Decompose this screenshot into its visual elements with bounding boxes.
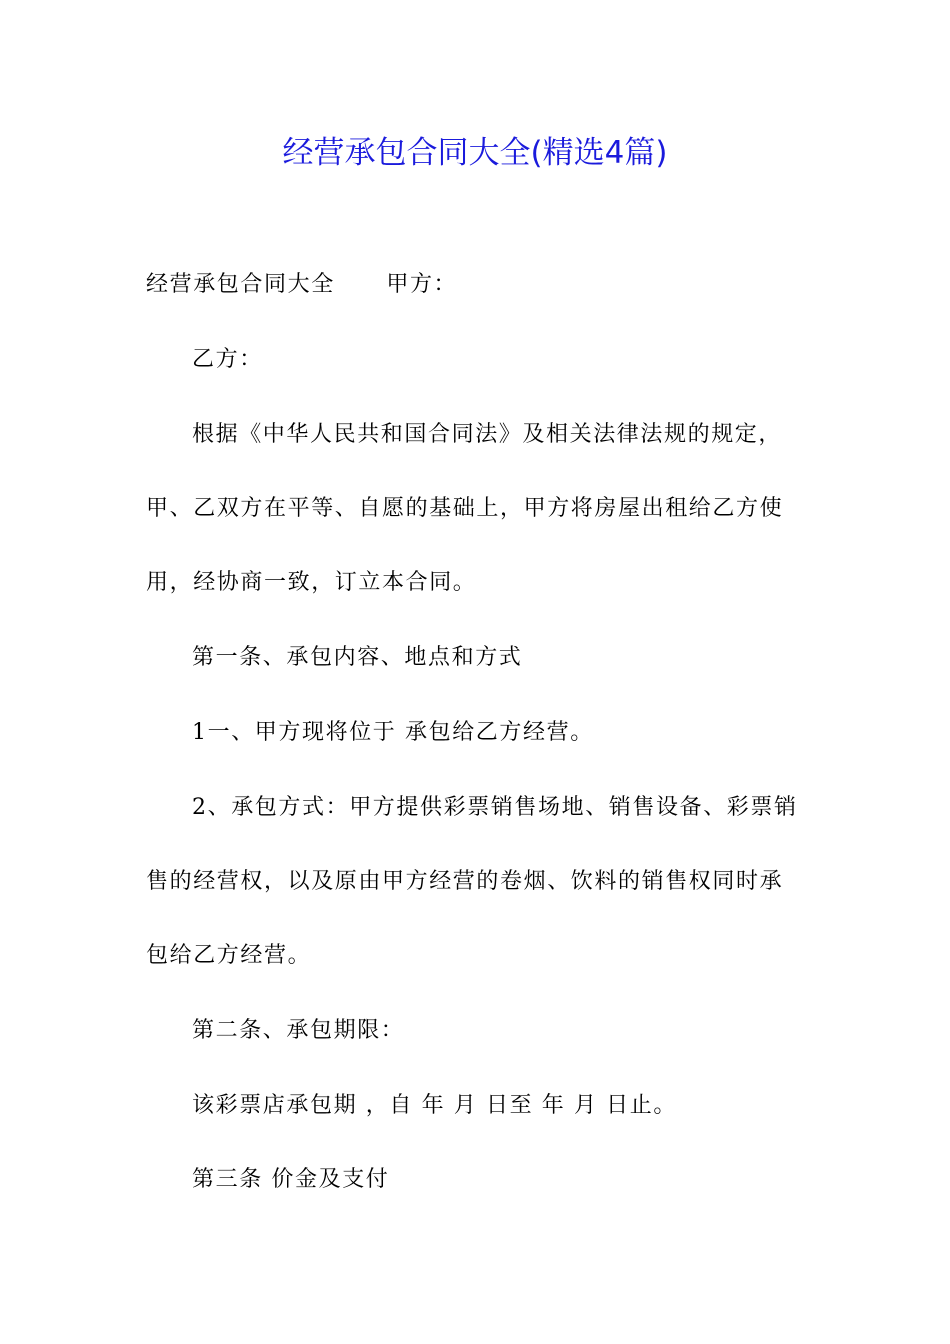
article-heading: 第一条、承包内容、地点和方式 (192, 645, 523, 670)
paragraph-line: 用，经协商一致，订立本合同。 (146, 570, 477, 595)
clause-line: 2、承包方式：甲方提供彩票销售场地、销售设备、彩票销 (192, 795, 798, 820)
clause-line: 包给乙方经营。 (146, 943, 312, 968)
document-title: 经营承包合同大全(精选4篇) (282, 135, 668, 171)
article-heading: 第三条 价金及支付 (192, 1167, 390, 1192)
clause-line: 1一、甲方现将位于 承包给乙方经营。 (192, 720, 594, 745)
article-heading: 第二条、承包期限： (192, 1018, 405, 1043)
clause-line: 售的经营权，以及原由甲方经营的卷烟、饮料的销售权同时承 (146, 869, 784, 894)
paragraph-line: 甲、乙双方在平等、自愿的基础上，甲方将房屋出租给乙方使 (146, 496, 784, 521)
party-b-line: 乙方： (192, 347, 263, 372)
paragraph-line: 根据《中华人民共和国合同法》及相关法律法规的规定， (192, 422, 783, 447)
header-line: 经营承包合同大全 甲方： (146, 272, 458, 297)
clause-line: 该彩票店承包期 ，自 年 月 日至 年 月 日止。 (192, 1093, 677, 1118)
